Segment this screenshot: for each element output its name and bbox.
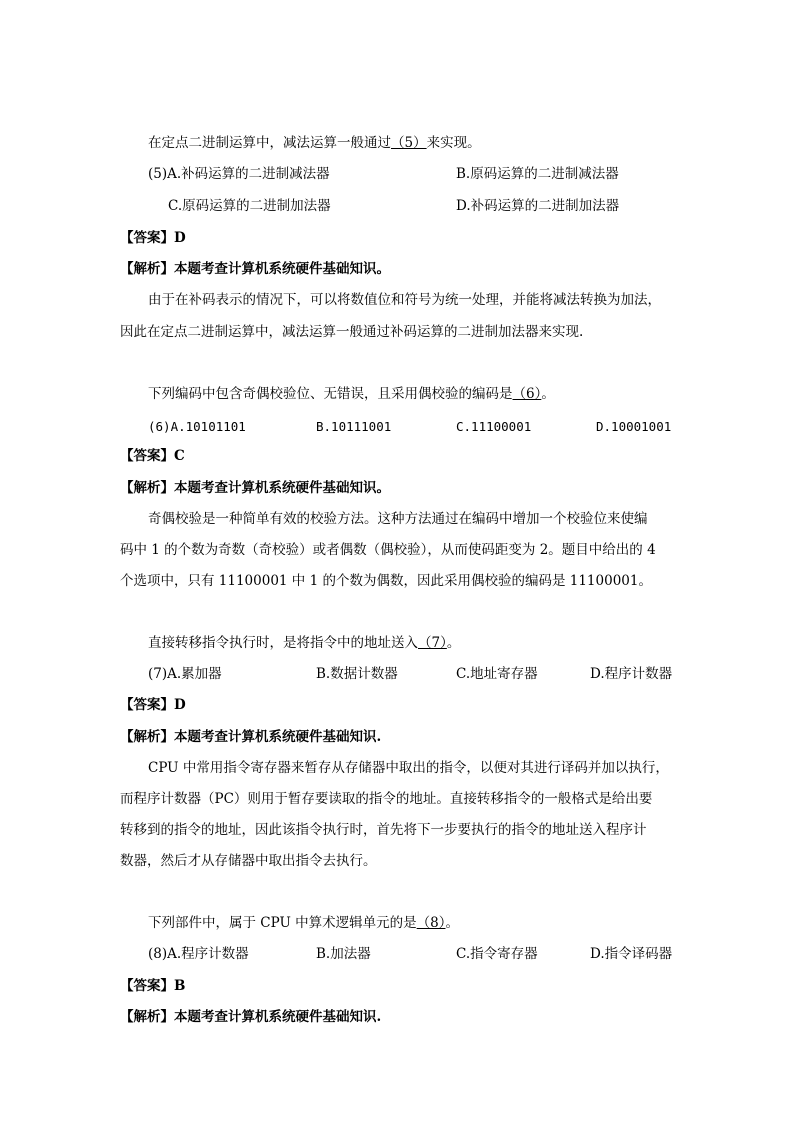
- q5-analysis-line: 因此在定点二进制运算中，减法运算一般通过补码运算的二进制加法器来实现.: [120, 324, 584, 340]
- q6-stem-text: 下列编码中包含奇偶校验位、无错误，且采用偶校验的编码是: [148, 386, 513, 402]
- answer-value: B: [174, 978, 186, 994]
- analysis-label: 【解析】: [120, 480, 174, 496]
- q7-stem-end: 。: [446, 635, 461, 651]
- analysis-heading-text: 本题考查计算机系统硬件基础知识.: [174, 729, 382, 745]
- q5-option-c: C.原码运算的二进制加法器: [168, 198, 331, 214]
- analysis-heading-text: 本题考查计算机系统硬件基础知识。: [174, 480, 390, 496]
- q5-option-a: (5)A.补码运算的二进制减法器: [148, 166, 330, 182]
- q5-stem-text: 在定点二进制运算中，减法运算一般通过: [148, 135, 391, 151]
- q6-analysis-line: 个选项中，只有 11100001 中 1 的个数为偶数，因此采用偶校验的编码是 11100001。: [120, 573, 652, 589]
- q8-option-a: (8)A.程序计数器: [148, 946, 249, 962]
- q5-option-b: B.原码运算的二进制减法器: [456, 166, 619, 182]
- analysis-heading-text: 本题考查计算机系统硬件基础知识.: [174, 1009, 382, 1025]
- q7-analysis-line: 而程序计数器（PC）则用于暂存要读取的指令的地址。直接转移指令的一般格式是给出要: [120, 791, 653, 807]
- q5-stem: [148, 134, 481, 152]
- q6-option-d: D.10001001: [596, 419, 672, 434]
- q7-answer: [120, 696, 186, 714]
- answer-value: C: [174, 448, 185, 464]
- q8-answer: [120, 977, 185, 995]
- q8-option-d: D.指令译码器: [590, 946, 673, 962]
- q7-option-c: C.地址寄存器: [456, 666, 538, 682]
- q8-option-b: B.加法器: [316, 946, 371, 962]
- answer-value: D: [174, 230, 186, 246]
- q8-option-c: C.指令寄存器: [456, 946, 538, 962]
- q8-blank: （8）: [416, 915, 446, 931]
- analysis-label: 【解析】: [120, 1009, 174, 1025]
- q6-analysis-heading: [120, 479, 390, 497]
- q8-stem-text: 下列部件中，属于 CPU 中算术逻辑单元的是: [148, 915, 417, 931]
- q5-blank: （5）: [391, 135, 427, 151]
- analysis-label: 【解析】: [120, 729, 174, 745]
- q6-option-b: B.10111001: [316, 419, 392, 434]
- q5-stem-end: 来实现。: [426, 135, 481, 151]
- analysis-heading-text: 本题考查计算机系统硬件基础知识。: [174, 261, 390, 277]
- q6-blank: （6）: [512, 386, 542, 402]
- q5-analysis-line: 由于在补码表示的情况下，可以将数值位和符号为统一处理，并能将减法转换为加法，: [148, 292, 661, 308]
- q7-option-b: B.数据计数器: [316, 666, 398, 682]
- q7-analysis-line: CPU 中常用指令寄存器来暂存从存储器中取出的指令，以便对其进行译码并加以执行，: [148, 760, 669, 776]
- q7-analysis-heading: [120, 728, 381, 746]
- q7-option-a: (7)A.累加器: [148, 666, 222, 682]
- q7-analysis-line: 转移到的指令的地址，因此该指令执行时，首先将下一步要执行的指令的地址送入程序计: [120, 822, 647, 838]
- q5-option-d: D.补码运算的二进制加法器: [456, 198, 620, 214]
- q6-answer: [120, 447, 185, 465]
- answer-label: 【答案】: [120, 448, 174, 464]
- q6-analysis-line: 奇偶校验是一种简单有效的校验方法。这种方法通过在编码中增加一个校验位来使编: [148, 511, 648, 527]
- q6-analysis-line: 码中 1 的个数为奇数（奇校验）或者偶数（偶校验），从而使码距变为 2。题目中给出的 4: [120, 542, 656, 558]
- answer-value: D: [174, 697, 186, 713]
- q6-option-a: (6)A.10101101: [148, 419, 246, 434]
- q7-analysis-line: 数器，然后才从存储器中取出指令去执行。: [120, 853, 377, 869]
- q6-stem-end: 。: [541, 386, 555, 402]
- q8-stem: [148, 914, 459, 932]
- q7-blank: （7）: [418, 635, 447, 651]
- q7-stem-text: 直接转移指令执行时，是将指令中的地址送入: [148, 635, 418, 651]
- answer-label: 【答案】: [120, 230, 174, 246]
- q6-option-c: C.11100001: [456, 419, 532, 434]
- q8-analysis-heading: [120, 1008, 381, 1026]
- q8-stem-end: 。: [445, 915, 459, 931]
- q5-answer: [120, 229, 186, 247]
- answer-label: 【答案】: [120, 697, 174, 713]
- q7-option-d: D.程序计数器: [590, 666, 673, 682]
- answer-label: 【答案】: [120, 978, 174, 994]
- q6-stem: [148, 385, 555, 403]
- q5-analysis-heading: [120, 260, 390, 278]
- analysis-label: 【解析】: [120, 261, 174, 277]
- q7-stem: [148, 634, 460, 652]
